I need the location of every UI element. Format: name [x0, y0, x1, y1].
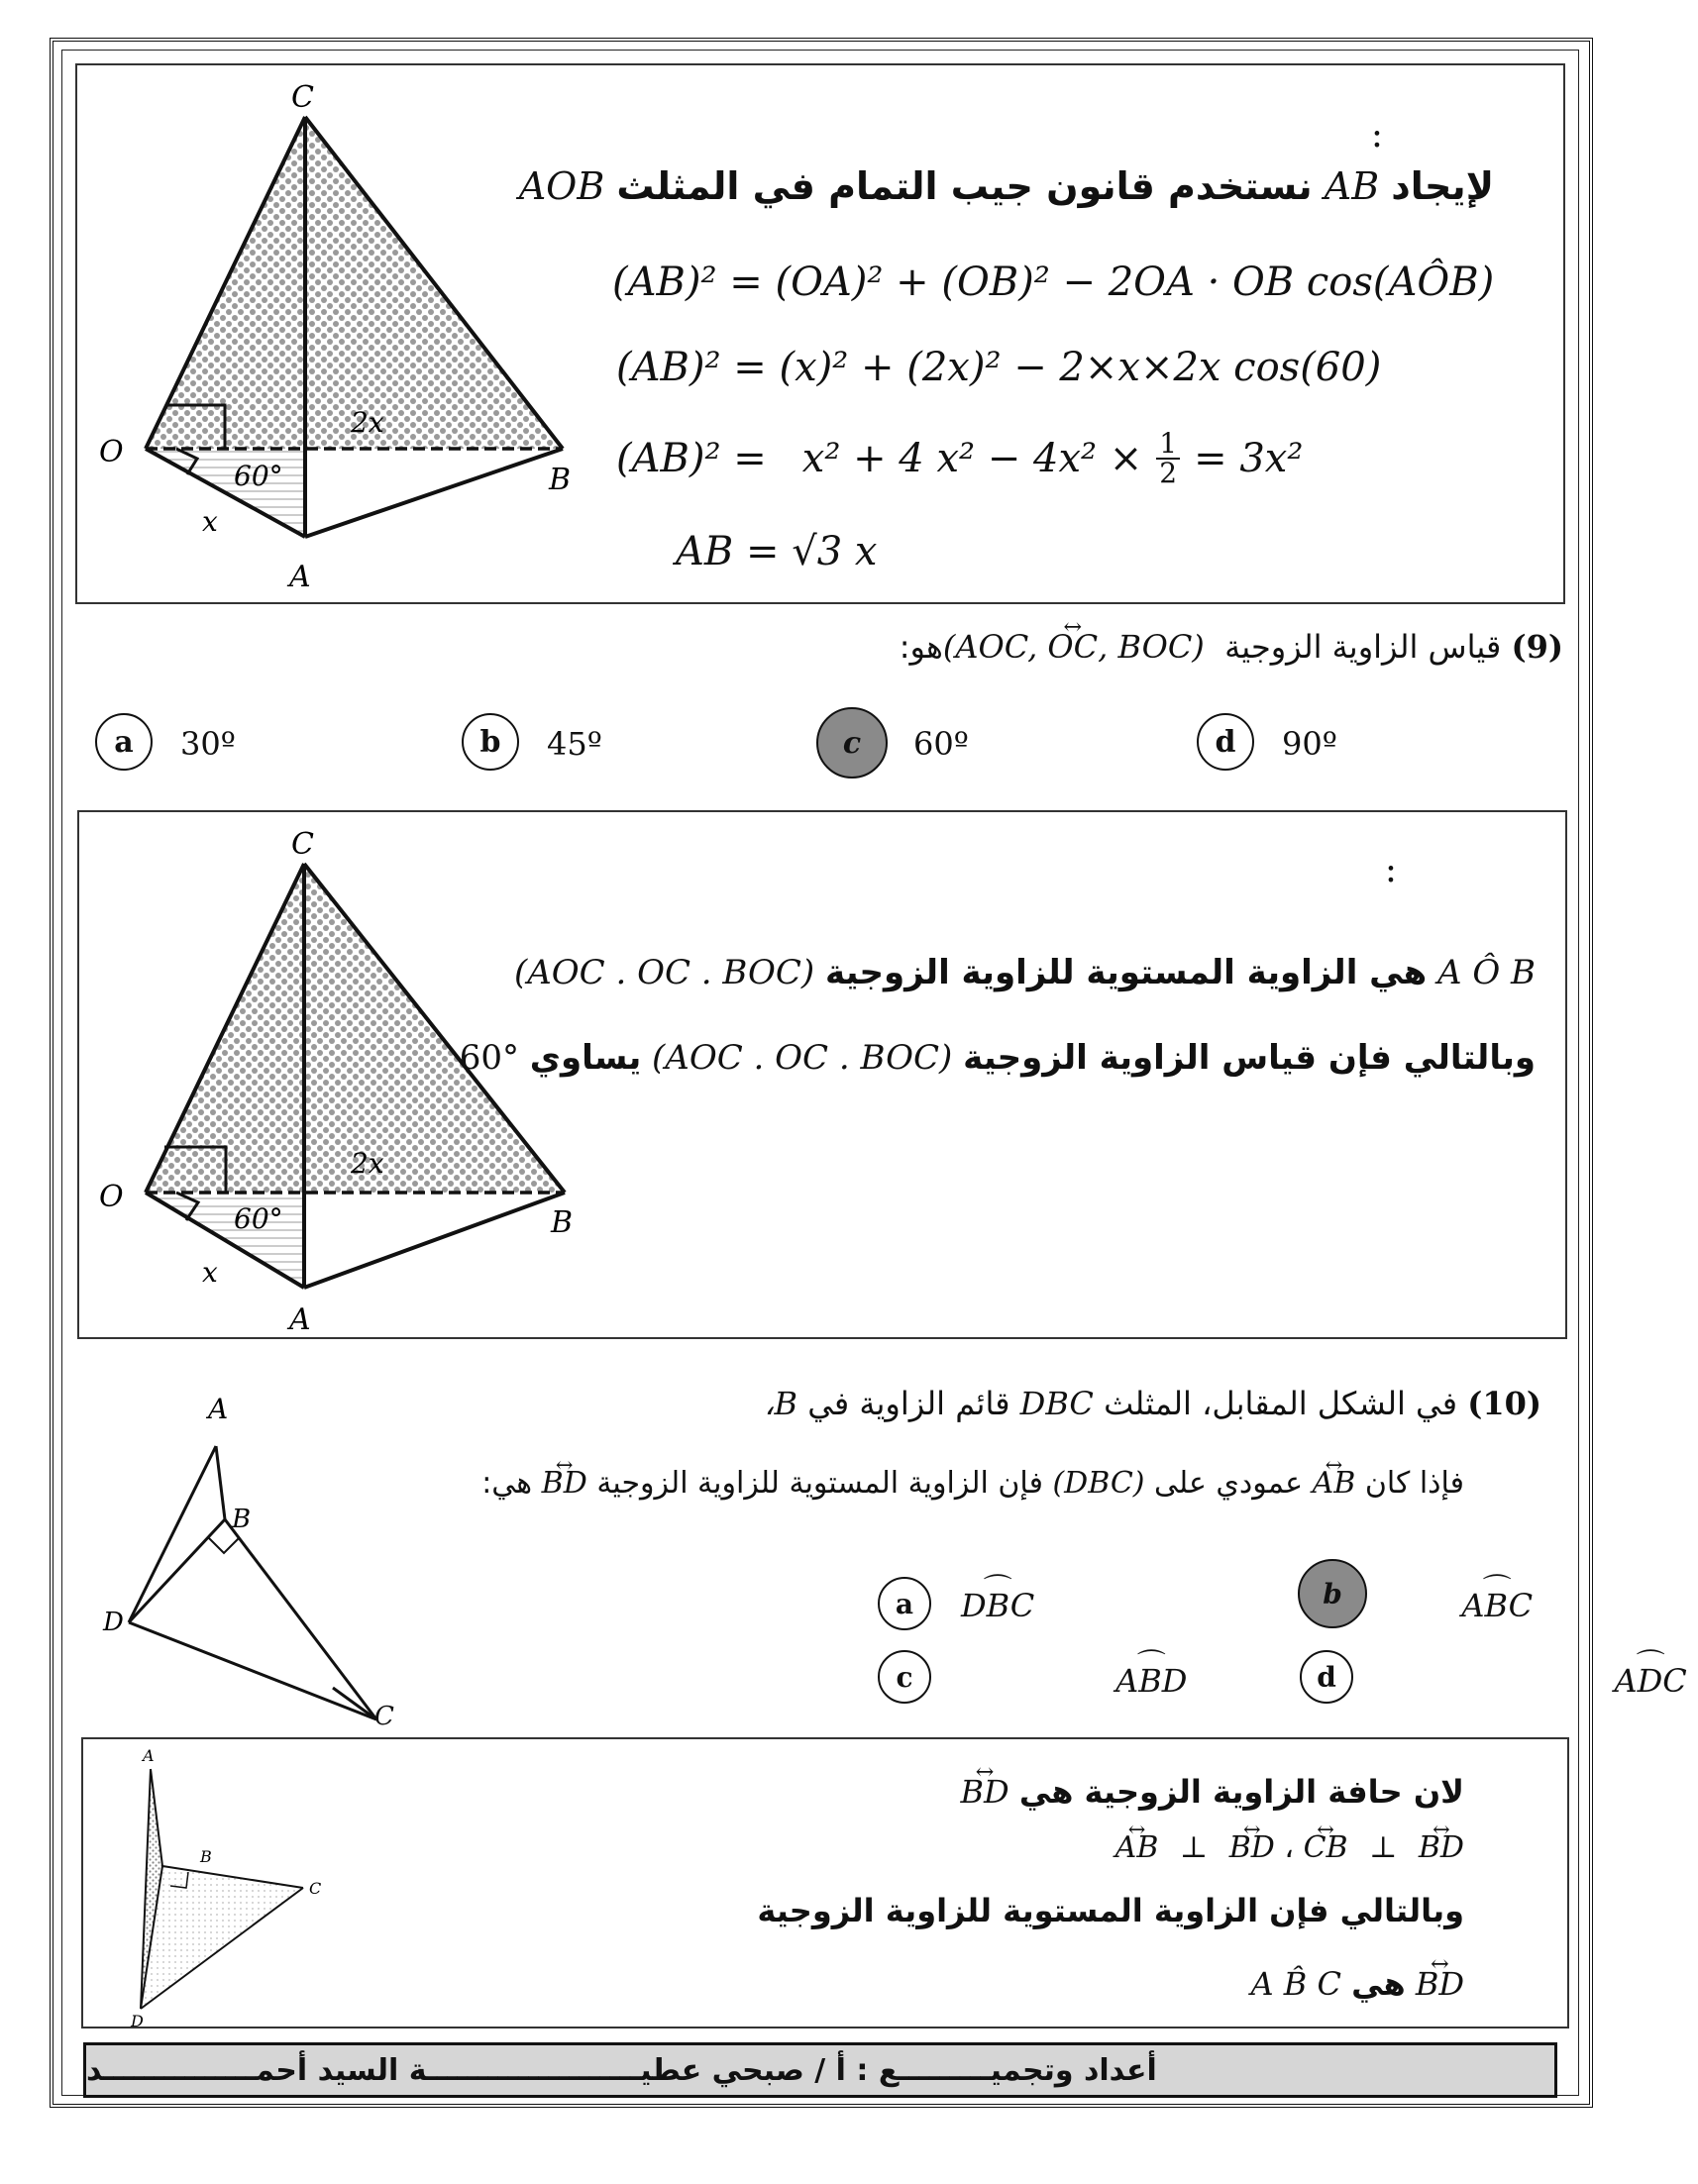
box3-line-2: [1115, 1830, 1464, 1865]
face-OCB-2: [146, 864, 565, 1193]
label-B: B: [549, 463, 572, 497]
q10s-label-C: C: [309, 1879, 322, 1898]
q10-option-b-circle[interactable]: b: [1298, 1559, 1367, 1628]
label-x: x: [202, 505, 218, 538]
q9-paren-open: (: [942, 628, 956, 666]
box3-bd1: ↔ BD: [1229, 1830, 1275, 1865]
q9-option-c-value[interactable]: 60º: [913, 725, 969, 763]
box2-angle: A Ô B: [1436, 953, 1536, 992]
label-60: 60°: [234, 460, 283, 492]
q10-label-A: A: [208, 1393, 229, 1425]
q9-t3: BOC: [1117, 628, 1193, 666]
box3-cb: ↔ CB: [1304, 1830, 1348, 1865]
equation-4: AB = √3 x: [676, 529, 878, 574]
box2-line2-ar-b: يساوي: [529, 1038, 642, 1078]
intro-triangle: AOB: [518, 164, 605, 208]
colon-2: :: [1384, 850, 1397, 890]
label-A: A: [289, 560, 311, 594]
box3-line4-bd: ↔ BD: [1416, 1965, 1464, 2003]
box3-line1-ar: لان حافة الزاوية الزوجية هي: [1018, 1773, 1464, 1811]
q10s-label-A: A: [143, 1746, 155, 1765]
eq3-fraction: [1156, 427, 1180, 489]
q9-t2: ↔ OC: [1047, 628, 1098, 666]
box3-line-3: وبالتالي فإن الزاوية المستوية للزاوية الزوجية: [757, 1892, 1464, 1929]
solution-box-8: [75, 63, 1565, 604]
q10-line2-ab: ↔ AB: [1313, 1466, 1356, 1501]
eq3-den: 2: [1159, 457, 1178, 489]
label-O: O: [99, 435, 124, 469]
intro-ar: لإيجاد: [1391, 164, 1494, 208]
q9-paren-close: ): [1192, 628, 1205, 666]
q9-number: (9): [1511, 628, 1563, 666]
equation-2: (AB)² = (x)² + (2x)² − 2×x×2x cos(60): [616, 345, 1382, 390]
box2-line1-math: (AOC . OC . BOC): [513, 953, 815, 992]
eq3-right: = 3x²: [1194, 436, 1304, 481]
intro-rest: نستخدم قانون جيب التمام في المثلث: [616, 164, 1313, 208]
q10-line2-ar-a: فإذا كان: [1364, 1466, 1464, 1501]
q9-option-a-value[interactable]: 30º: [180, 725, 236, 763]
label-A-2: A: [289, 1302, 311, 1337]
figure-q10: [99, 1387, 337, 1723]
q9-text: قياس الزاوية الزوجية: [1224, 628, 1502, 666]
q10-line1-ar: في الشكل المقابل، المثلث: [1104, 1385, 1458, 1422]
q10-option-b-value[interactable]: ⌒ ABC: [1461, 1587, 1533, 1624]
q10-line1-ar-b: قائم الزاوية في: [807, 1385, 1010, 1422]
face-OCB: [146, 117, 563, 449]
q10-label-B: B: [232, 1505, 252, 1534]
label-O-2: O: [99, 1180, 124, 1214]
q10-line2-ar-b: عمودي على: [1154, 1466, 1304, 1501]
q10s-label-D: D: [131, 2012, 144, 2030]
box2-line2-math: (AOC . OC . BOC): [652, 1038, 953, 1078]
eq3-left: (AB)² =: [616, 436, 767, 481]
label-C-2: C: [291, 827, 314, 862]
box3-sep: ،: [1284, 1830, 1295, 1865]
q10-line2-plane: (DBC): [1052, 1466, 1145, 1501]
solution-box-10: [81, 1737, 1569, 2028]
box3-line4-ar: هي: [1351, 1965, 1406, 2003]
box3-line4-angle: A B̂ C: [1250, 1965, 1341, 2003]
box2-line2-ar-a: وبالتالي فإن قياس الزاوية الزوجية: [963, 1038, 1536, 1078]
figure-q10-solution: [83, 1739, 321, 2030]
figure-q10-extension: [333, 1688, 392, 1727]
eq3-mid: x² + 4 x² − 4x² ×: [801, 436, 1143, 481]
box3-perp1: ⊥: [1179, 1830, 1209, 1865]
box3-line1-bd: ↔ BD: [960, 1773, 1008, 1811]
box3-line-4: [1250, 1965, 1464, 2003]
q9-math: (AOC, ↔ OC, BOC): [943, 628, 1215, 666]
q9-t1: AOC: [955, 628, 1028, 666]
box3-perp2: ⊥: [1369, 1830, 1398, 1865]
eq3-num: 1: [1156, 430, 1180, 460]
label-x-2: x: [202, 1256, 218, 1289]
footer-credit: أعداد وتجميـــــــــع : أ / صبحي عطيـــــــــــــــــــــة السيد أحمـــــــــــــــد: [83, 2042, 1557, 2098]
q10-line2-ar-c: فإن الزاوية المستوية للزاوية الزوجية: [596, 1466, 1043, 1501]
label-60-2: 60°: [234, 1202, 283, 1235]
q10-option-c-circle[interactable]: c: [878, 1650, 931, 1704]
q9-option-b-value[interactable]: 45º: [547, 725, 602, 763]
q10-option-d-value[interactable]: ⌒ ADC: [1615, 1662, 1687, 1700]
q10-option-c-value[interactable]: ⌒ ABD: [1115, 1662, 1187, 1700]
colon-1: :: [1370, 115, 1383, 156]
equation-1: (AB)² = (OA)² + (OB)² − 2OA · OB cos(AÔB): [612, 260, 1495, 305]
question-10-line-1: [764, 1385, 1541, 1422]
q9-option-d-circle[interactable]: d: [1197, 713, 1254, 771]
q9-option-a-circle[interactable]: a: [95, 713, 153, 771]
question-9: [900, 628, 1563, 666]
label-2x: 2x: [351, 406, 384, 439]
q10-number: (10): [1467, 1385, 1541, 1422]
q10-line1-tri: DBC: [1019, 1385, 1094, 1422]
q10-line2-ar-d: هي:: [481, 1466, 533, 1501]
solution-box-9: [77, 810, 1567, 1339]
equation-3: [616, 427, 1304, 489]
q10s-label-B: B: [200, 1847, 212, 1866]
box2-line-1: [514, 953, 1536, 992]
figure-tetrahedron-1: [77, 65, 612, 600]
q10-option-d-circle[interactable]: d: [1300, 1650, 1353, 1704]
box2-line-2: [460, 1038, 1536, 1078]
q10-line1-pt: B،: [764, 1385, 798, 1422]
q10-label-C: C: [374, 1702, 394, 1731]
q10-label-D: D: [103, 1608, 124, 1637]
label-2x-2: 2x: [351, 1147, 384, 1180]
box3-ab: ↔ AB: [1115, 1830, 1159, 1865]
box3-line-1: [960, 1773, 1464, 1811]
q9-option-d-value[interactable]: 90º: [1282, 725, 1337, 763]
intro-var: AB: [1324, 164, 1380, 208]
q9-suffix: هو:: [899, 628, 943, 666]
label-B-2: B: [551, 1205, 574, 1240]
label-C: C: [291, 80, 314, 115]
q9-option-b-circle[interactable]: b: [462, 713, 519, 771]
question-10-line-2: [481, 1466, 1464, 1501]
box3-bd2: ↔ BD: [1419, 1830, 1464, 1865]
q10-option-a-value[interactable]: ⌒ DBC: [961, 1587, 1034, 1624]
q10-line2-bd: ↔ BD: [542, 1466, 587, 1501]
q10-option-a-circle[interactable]: a: [878, 1577, 931, 1630]
intro-line: [519, 164, 1494, 208]
q9-option-c-circle[interactable]: c: [816, 707, 888, 779]
box2-line2-val: 60°: [459, 1038, 519, 1078]
box2-line1-ar: هي الزاوية المستوية للزاوية الزوجية: [825, 953, 1428, 992]
